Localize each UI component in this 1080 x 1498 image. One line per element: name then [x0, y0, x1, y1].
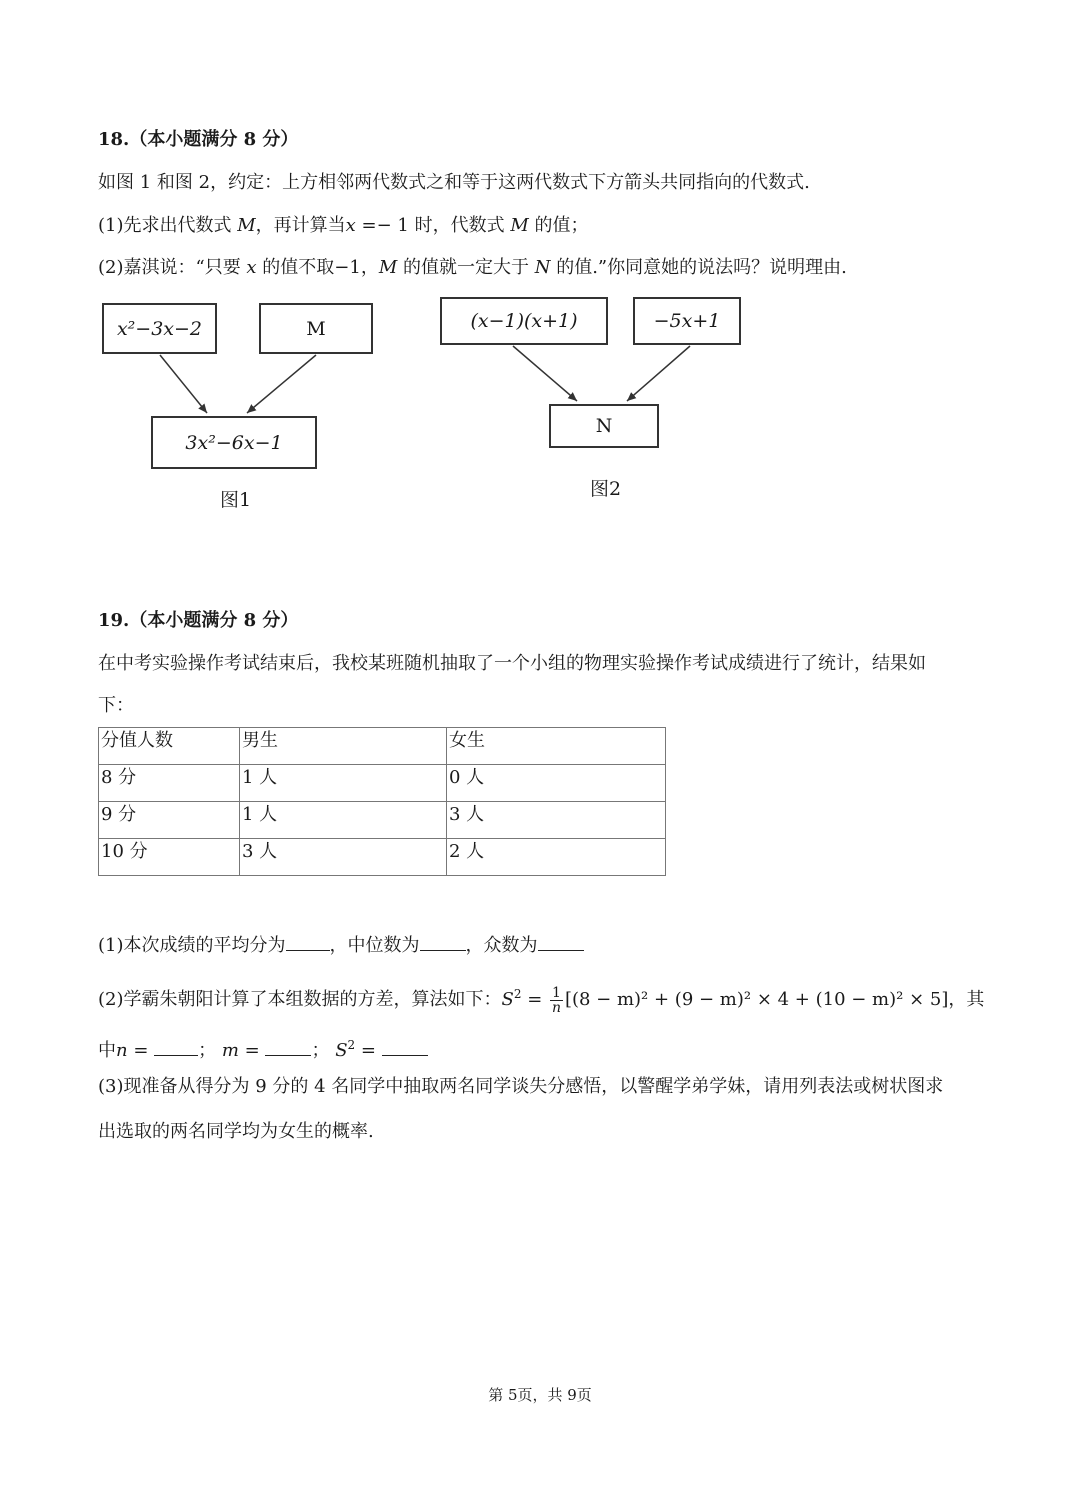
score-table [98, 727, 666, 876]
answer-blank-mode[interactable] [538, 932, 584, 951]
fig1-top-right-box: M [259, 303, 373, 354]
fig2-top-right-box: −5x+1 [633, 297, 741, 345]
table-cell: 0 人 [447, 765, 666, 802]
table-cell: 1 人 [240, 765, 447, 802]
q18-intro: 如图 1 和图 2，约定：上方相邻两代数式之和等于这两代数式下方箭头共同指向的代数式. [98, 172, 810, 193]
fraction-one-over-n: $\frac{1}{n}$ [551, 984, 561, 1016]
fig1-right-arrow [247, 355, 316, 413]
figure-arrows [0, 0, 1080, 600]
table-cell: 8 分 [99, 765, 240, 802]
answer-blank-n[interactable] [154, 1037, 198, 1056]
answer-blank-mean[interactable] [286, 932, 330, 951]
table-cell: 3 人 [447, 802, 666, 839]
q19-part2-line2: 中n = ； m = ； $S^2$ = [98, 1033, 428, 1063]
table-cell: 9 分 [99, 802, 240, 839]
table-cell: 1 人 [240, 802, 447, 839]
fig2-top-left-box: (x−1)(x+1) [440, 297, 608, 345]
table-header-row [99, 728, 666, 765]
q19-part1: (1)本次成绩的平均分为 ，中位数为 ，众数为 [98, 932, 584, 958]
q18-part1: (1)先求出代数式 M，再计算当x =− 1 时，代数式 M 的值； [98, 215, 589, 236]
fig2-right-arrow [627, 346, 690, 401]
table-row [99, 839, 666, 876]
table-cell: 3 人 [240, 839, 447, 876]
q19-part2-line1: (2)学霸朱朝阳计算了本组数据的方差，算法如下：$S^2$ = $\frac{1}{n}$ [(8 − m)² + (9 − m)² × 4 + (10 − m)² × 5]，其 [98, 984, 985, 1016]
page-footer: 第 5页，共 9页 [488, 1386, 592, 1404]
table-row [99, 765, 666, 802]
q18-part2: (2)嘉淇说：“只要 x 的值不取−1，M 的值就一定大于 N 的值.”你同意她的说法吗？说明理由. [98, 257, 847, 278]
q19-part3-line1: (3)现准备从得分为 9 分的 4 名同学中抽取两名同学谈失分感悟，以警醒学弟学妹，请用列表法或树状图求 [98, 1076, 944, 1097]
fig2-bottom-box: N [549, 404, 659, 448]
q19-intro-line1: 在中考实验操作考试结束后，我校某班随机抽取了一个小组的物理实验操作考试成绩进行了统计，结果如 [98, 653, 926, 674]
q19-part3-line2: 出选取的两名同学均为女生的概率. [98, 1121, 374, 1142]
q19-header: 19.（本小题满分 8 分） [98, 610, 299, 631]
answer-blank-m[interactable] [265, 1037, 311, 1056]
answer-blank-median[interactable] [420, 932, 466, 951]
answer-blank-variance[interactable] [382, 1037, 428, 1056]
fig1-caption: 图1 [220, 489, 252, 511]
table-cell: 10 分 [99, 839, 240, 876]
fig2-caption: 图2 [590, 478, 622, 500]
fig1-top-left-box: x²−3x−2 [102, 303, 217, 354]
q19-intro-line2: 下： [98, 695, 134, 716]
table-header-cell: 男生 [240, 728, 447, 765]
fig1-bottom-box: 3x²−6x−1 [151, 416, 317, 469]
fig2-left-arrow [513, 346, 577, 401]
table-header-cell: 分值人数 [99, 728, 240, 765]
table-header-cell: 女生 [447, 728, 666, 765]
q18-header: 18.（本小题满分 8 分） [98, 129, 299, 150]
table-row [99, 802, 666, 839]
table-cell: 2 人 [447, 839, 666, 876]
fig1-left-arrow [160, 355, 207, 413]
